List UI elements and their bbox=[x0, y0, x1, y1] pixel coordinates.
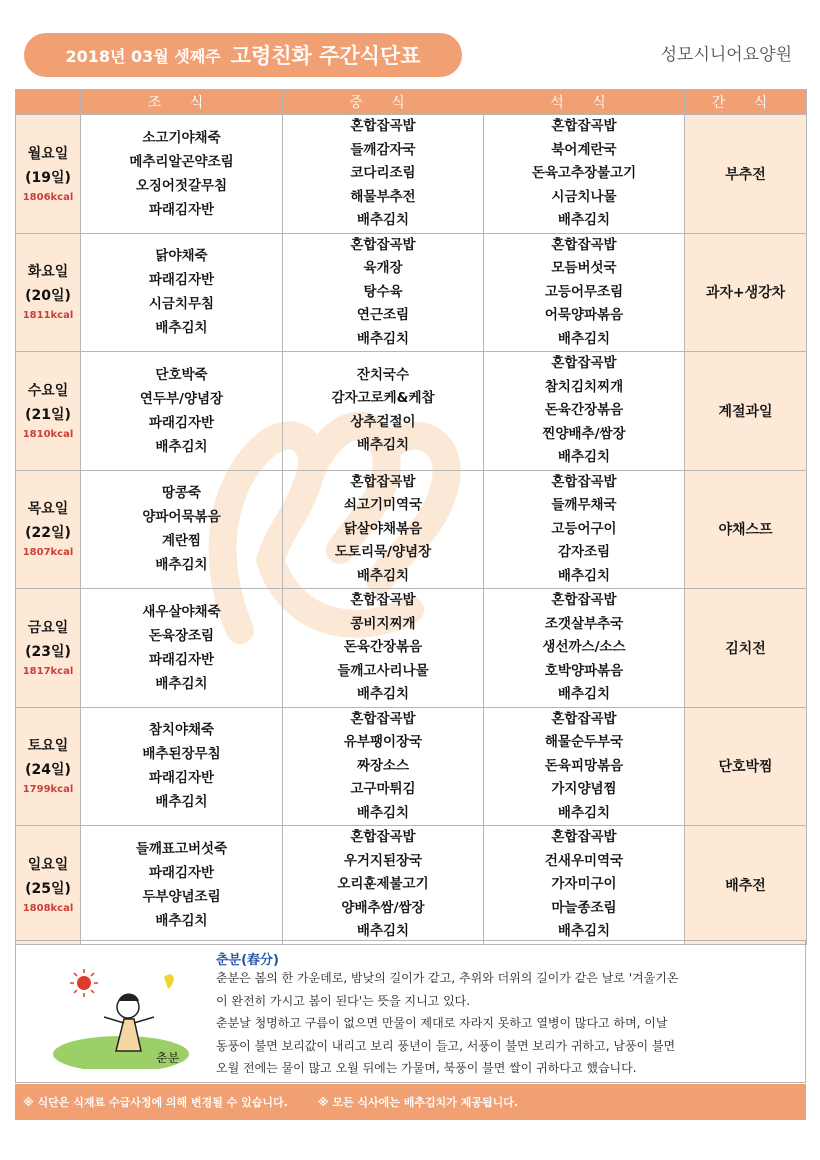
weekly-menu-table bbox=[15, 89, 807, 945]
lunch-cell bbox=[283, 352, 484, 471]
dinner-cell bbox=[484, 589, 685, 708]
dinner-cell bbox=[484, 826, 685, 945]
breakfast-cell bbox=[81, 707, 283, 826]
menu-item: 고구마튀김 bbox=[350, 781, 416, 797]
day-date: (19일) bbox=[25, 169, 71, 186]
menu-item: 들깨무채국 bbox=[551, 497, 617, 513]
season-title: 춘분(春分) bbox=[216, 953, 279, 968]
menu-item: 배추김치 bbox=[557, 212, 611, 228]
day-row bbox=[16, 352, 807, 471]
season-line: 춘분날 청명하고 구름이 없으면 만물이 제대로 자라지 못하고 열병이 많다고 하며, 이날 bbox=[216, 1016, 668, 1030]
illustration-caption: 춘분 bbox=[156, 1051, 180, 1065]
page-title: 고령친화 주간식단표 bbox=[230, 44, 421, 68]
menu-item: 돈육장조림 bbox=[148, 627, 215, 644]
menu-item: 찐양배추/쌈장 bbox=[542, 425, 626, 442]
breakfast-cell bbox=[81, 589, 283, 708]
day-cell bbox=[16, 707, 81, 826]
day-date: (23일) bbox=[25, 643, 71, 660]
menu-item: 쇠고기미역국 bbox=[343, 497, 423, 513]
menu-item: 해물부추전 bbox=[350, 188, 416, 205]
menu-item: 고등어무조림 bbox=[544, 283, 624, 300]
day-kcal: 1808kcal bbox=[22, 902, 74, 914]
menu-item: 양파어묵볶음 bbox=[142, 509, 221, 526]
organization-name: 성모시니어요양원 bbox=[660, 45, 792, 65]
day-cell bbox=[16, 826, 81, 945]
day-name: 금요일 bbox=[27, 619, 69, 636]
menu-item: 배추김치 bbox=[155, 794, 208, 811]
menu-item: 배추김치 bbox=[356, 437, 410, 454]
day-kcal: 1807kcal bbox=[22, 547, 74, 559]
menu-item: 시금치나물 bbox=[551, 188, 617, 205]
menu-item: 혼합잡곡밥 bbox=[350, 829, 416, 845]
breakfast-cell bbox=[81, 352, 283, 471]
lunch-cell bbox=[283, 233, 484, 352]
menu-item: 혼합잡곡밥 bbox=[551, 118, 617, 134]
day-kcal: 1811kcal bbox=[22, 310, 74, 322]
menu-item: 참치김치찌개 bbox=[544, 378, 624, 395]
day-row bbox=[16, 589, 807, 708]
menu-item: 유부팽이장국 bbox=[343, 734, 423, 750]
menu-item: 건새우미역국 bbox=[544, 852, 624, 869]
corner-cell bbox=[16, 90, 81, 115]
breakfast-cell bbox=[81, 470, 283, 589]
season-description bbox=[216, 967, 798, 1080]
menu-item: 육개장 bbox=[363, 260, 403, 276]
snack-cell: 과자+생강차 bbox=[685, 233, 807, 352]
breakfast-cell bbox=[81, 115, 283, 234]
col-breakfast: 조 식 bbox=[81, 90, 283, 115]
day-date: (24일) bbox=[25, 762, 71, 779]
menu-item: 호박양파볶음 bbox=[544, 662, 624, 679]
lunch-cell bbox=[283, 115, 484, 234]
day-kcal: 1817kcal bbox=[22, 665, 74, 677]
menu-item: 오징어젓갈무침 bbox=[135, 177, 228, 194]
footer-notes bbox=[15, 1084, 806, 1120]
menu-item: 어묵양파볶음 bbox=[544, 307, 624, 323]
menu-item: 혼합잡곡밥 bbox=[350, 118, 416, 134]
menu-item: 배추김치 bbox=[557, 804, 611, 821]
title-banner bbox=[24, 33, 462, 77]
season-line: 동풍이 불면 보리값이 내리고 보리 풍년이 들고, 서풍이 불면 보리가 귀하고, 남풍이 불면 bbox=[216, 1038, 676, 1053]
day-name: 화요일 bbox=[27, 264, 69, 281]
snack-cell: 야채스프 bbox=[685, 470, 807, 589]
day-row bbox=[16, 233, 807, 352]
day-kcal: 1799kcal bbox=[22, 784, 74, 796]
menu-item: 배추김치 bbox=[155, 557, 208, 574]
dinner-cell bbox=[484, 707, 685, 826]
menu-item: 닭살야채볶음 bbox=[343, 520, 423, 537]
menu-item: 조갯살부추국 bbox=[544, 615, 624, 632]
menu-item: 혼합잡곡밥 bbox=[551, 236, 617, 253]
menu-item: 배추김치 bbox=[557, 686, 611, 702]
menu-item: 배추김치 bbox=[155, 675, 208, 692]
season-line: 춘분은 봄의 한 가운데로, 밤낮의 길이가 같고, 추위와 더위의 길이가 같은 날로 '겨울기온 bbox=[216, 971, 679, 985]
menu-item: 배추김치 bbox=[557, 449, 611, 465]
menu-item: 배추김치 bbox=[155, 912, 208, 929]
menu-item: 배추김치 bbox=[356, 923, 410, 939]
menu-item: 새우살야채죽 bbox=[142, 603, 221, 620]
snack-cell: 계절과일 bbox=[685, 352, 807, 471]
season-info-box bbox=[15, 940, 806, 1083]
menu-item: 파래김자반 bbox=[148, 201, 215, 218]
menu-item: 모듬버섯국 bbox=[551, 260, 617, 276]
menu-item: 두부양념조림 bbox=[142, 888, 221, 905]
dinner-cell bbox=[484, 352, 685, 471]
menu-item: 단호박죽 bbox=[155, 366, 208, 383]
day-cell bbox=[16, 352, 81, 471]
menu-item: 우거지된장국 bbox=[343, 852, 423, 869]
menu-item: 배추김치 bbox=[557, 923, 611, 939]
day-date: (25일) bbox=[25, 880, 71, 897]
menu-item: 소고기야채죽 bbox=[142, 129, 221, 146]
footer-note-kimchi: ※ 모든 식사에는 배추김치가 제공됩니다. bbox=[317, 1096, 519, 1109]
menu-item: 들깨고사리나물 bbox=[337, 662, 429, 679]
menu-item: 잔치국수 bbox=[356, 366, 410, 383]
day-name: 토요일 bbox=[27, 738, 69, 755]
season-line: 이 완전히 가시고 봄이 된다'는 뜻을 지니고 있다. bbox=[216, 993, 471, 1008]
day-name: 목요일 bbox=[27, 501, 69, 518]
menu-item: 시금치무침 bbox=[148, 296, 215, 313]
title-prefix: 2018년 03월 셋째주 bbox=[65, 46, 221, 66]
lunch-cell bbox=[283, 589, 484, 708]
menu-item: 코다리조림 bbox=[350, 165, 416, 181]
breakfast-cell bbox=[81, 233, 283, 352]
menu-item: 혼합잡곡밥 bbox=[551, 829, 617, 845]
day-cell bbox=[16, 233, 81, 352]
menu-item: 혼합잡곡밥 bbox=[350, 236, 416, 253]
menu-item: 닭야채죽 bbox=[155, 248, 208, 265]
menu-item: 배추김치 bbox=[155, 438, 208, 455]
day-name: 수요일 bbox=[27, 382, 69, 399]
dinner-cell bbox=[484, 233, 685, 352]
header-row bbox=[16, 90, 807, 115]
day-row bbox=[16, 115, 807, 234]
day-kcal: 1810kcal bbox=[22, 428, 74, 440]
day-cell bbox=[16, 470, 81, 589]
day-name: 일요일 bbox=[27, 856, 69, 873]
menu-item: 가지양념찜 bbox=[551, 781, 617, 797]
menu-item: 가자미구이 bbox=[551, 876, 617, 892]
menu-item: 연두부/양념장 bbox=[139, 390, 224, 407]
menu-item: 짜장소스 bbox=[356, 757, 410, 774]
menu-item: 들깨감자국 bbox=[350, 141, 416, 158]
footer-note-change: ※ 식단은 식재료 수급사정에 의해 변경될 수 있습니다. bbox=[23, 1096, 288, 1109]
menu-item: 배추김치 bbox=[155, 320, 208, 337]
menu-item: 배추김치 bbox=[356, 686, 410, 702]
menu-item: 혼합잡곡밥 bbox=[551, 592, 617, 608]
menu-item: 돈육고추장불고기 bbox=[531, 165, 637, 181]
lunch-cell bbox=[283, 470, 484, 589]
menu-item: 파래김자반 bbox=[148, 651, 215, 668]
snack-cell: 김치전 bbox=[685, 589, 807, 708]
menu-item: 배추김치 bbox=[356, 330, 410, 347]
menu-item: 배추김치 bbox=[356, 212, 410, 228]
season-line: 오월 전에는 물이 많고 오월 뒤에는 가물며, 북풍이 불면 쌀이 귀하다고 했습니다. bbox=[216, 1061, 637, 1075]
menu-item: 배추된장무침 bbox=[142, 746, 221, 763]
snack-cell: 부추전 bbox=[685, 115, 807, 234]
day-name: 월요일 bbox=[27, 145, 69, 162]
menu-item: 땅콩죽 bbox=[161, 485, 202, 502]
menu-item: 양배추쌈/쌈장 bbox=[341, 899, 425, 916]
dinner-cell bbox=[484, 470, 685, 589]
menu-item: 들깨표고버섯죽 bbox=[135, 840, 228, 857]
menu-item: 계란찜 bbox=[161, 533, 202, 550]
breakfast-cell bbox=[81, 826, 283, 945]
snack-cell: 배추전 bbox=[685, 826, 807, 945]
day-row bbox=[16, 470, 807, 589]
menu-item: 돈육간장볶음 bbox=[343, 639, 423, 655]
menu-item: 감자조림 bbox=[557, 544, 611, 560]
menu-item: 메추리알곤약조림 bbox=[129, 153, 234, 170]
menu-item: 마늘종조림 bbox=[551, 899, 617, 916]
menu-item: 고등어구이 bbox=[551, 520, 617, 537]
col-snack: 간 식 bbox=[685, 90, 807, 115]
menu-item: 연근조림 bbox=[356, 307, 410, 323]
menu-item: 배추김치 bbox=[356, 567, 410, 584]
menu-item: 파래김자반 bbox=[148, 770, 215, 787]
day-row bbox=[16, 707, 807, 826]
menu-item: 혼합잡곡밥 bbox=[350, 473, 416, 490]
menu-item: 돈육피망볶음 bbox=[544, 757, 624, 774]
menu-item: 혼합잡곡밥 bbox=[350, 710, 416, 727]
menu-item: 돈육간장볶음 bbox=[544, 402, 624, 418]
menu-item: 콩비지찌개 bbox=[350, 615, 416, 632]
day-kcal: 1806kcal bbox=[22, 191, 74, 203]
menu-item: 감자고로케&케찹 bbox=[331, 390, 435, 407]
menu-item: 혼합잡곡밥 bbox=[551, 355, 617, 371]
menu-item: 탕수육 bbox=[363, 283, 403, 300]
day-row bbox=[16, 826, 807, 945]
col-dinner: 석 식 bbox=[484, 90, 685, 115]
menu-item: 해물순두부국 bbox=[544, 734, 624, 750]
dinner-cell bbox=[484, 115, 685, 234]
lunch-cell bbox=[283, 707, 484, 826]
menu-item: 파래김자반 bbox=[148, 414, 215, 431]
menu-item: 혼합잡곡밥 bbox=[350, 592, 416, 608]
menu-item: 파래김자반 bbox=[148, 864, 215, 881]
menu-item: 혼합잡곡밥 bbox=[551, 710, 617, 727]
day-date: (21일) bbox=[25, 406, 71, 423]
day-cell bbox=[16, 589, 81, 708]
menu-item: 도토리묵/양념장 bbox=[334, 544, 432, 560]
menu-item: 참치야채죽 bbox=[148, 722, 215, 739]
menu-item: 생선까스/소스 bbox=[542, 639, 626, 655]
snack-cell: 단호박찜 bbox=[685, 707, 807, 826]
day-cell bbox=[16, 115, 81, 234]
menu-item: 혼합잡곡밥 bbox=[551, 473, 617, 490]
lunch-cell bbox=[283, 826, 484, 945]
day-date: (22일) bbox=[25, 525, 71, 542]
menu-item: 파래김자반 bbox=[148, 272, 215, 289]
menu-item: 배추김치 bbox=[557, 567, 611, 584]
menu-item: 배추김치 bbox=[557, 330, 611, 347]
menu-item: 북어계란국 bbox=[551, 141, 617, 158]
menu-item: 오리훈제불고기 bbox=[337, 876, 429, 892]
menu-item: 상추겉절이 bbox=[350, 413, 416, 430]
col-lunch: 중 식 bbox=[283, 90, 484, 115]
menu-item: 배추김치 bbox=[356, 804, 410, 821]
day-date: (20일) bbox=[25, 288, 71, 305]
